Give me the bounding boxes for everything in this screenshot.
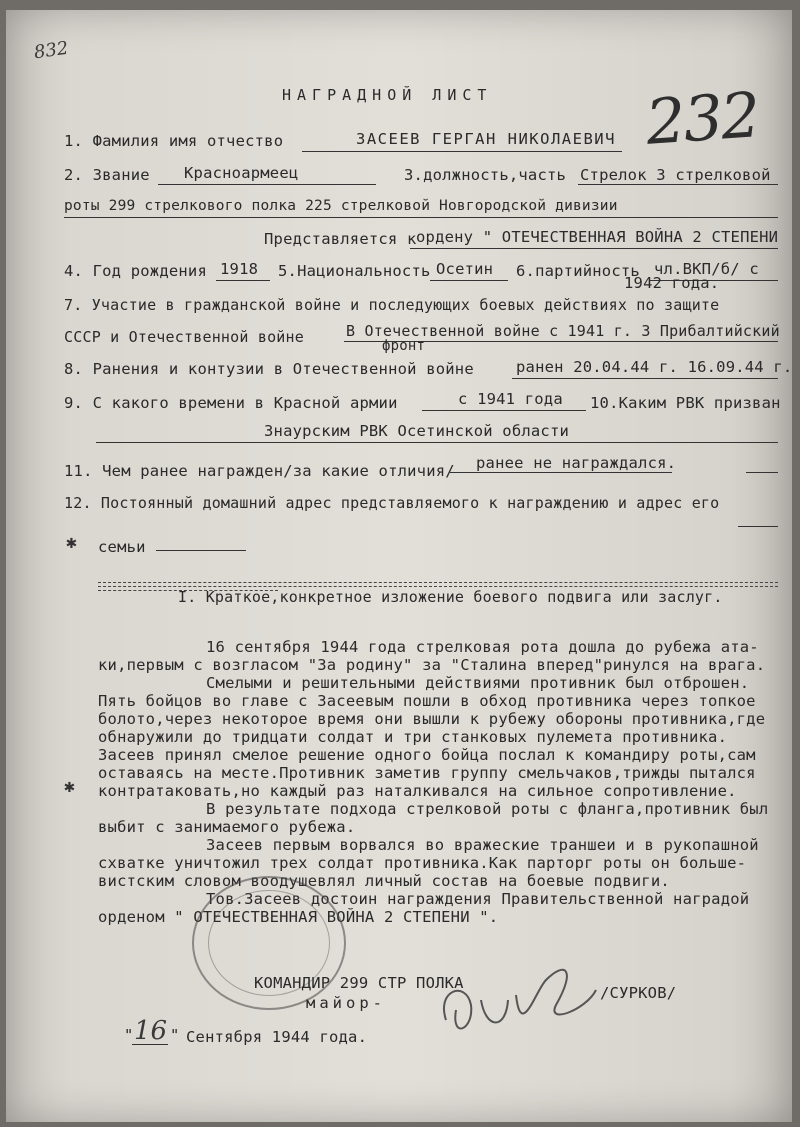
- corner-number: 832: [32, 37, 70, 64]
- signature-rank: майор-: [306, 994, 386, 1012]
- field-5-value: Осетин: [436, 260, 494, 278]
- field-3-label: 3.должность,часть: [404, 166, 567, 184]
- signature-name: /СУРКОВ/: [600, 984, 677, 1002]
- narrative-line: Засеев первым ворвался во вражеские траншеи и в рукопашной: [206, 836, 759, 854]
- field-2-value: Красноармеец: [184, 164, 299, 182]
- side-mark: ✱: [64, 776, 75, 797]
- field-2-label: 2. Звание: [64, 166, 150, 184]
- field-7-label-continued: СССР и Отечественной войне: [64, 328, 304, 346]
- field-4-label: 4. Год рождения: [64, 262, 207, 280]
- narrative-line: болото,через некоторое время они вышли к рубежу обороны противника,где: [98, 710, 766, 728]
- date-open-quote: ": [124, 1026, 134, 1044]
- field-10-underline: [96, 442, 778, 443]
- narrative-line: Пять бойцов во главе с Засеевым пошли в обход противника через топкое: [98, 692, 756, 710]
- field-4-value: 1918: [220, 260, 259, 278]
- field-8-underline: [512, 378, 778, 379]
- narrative-line: 16 сентября 1944 года стрелковая рота дошла до рубежа ата-: [206, 638, 759, 656]
- field-6-value-continued: 1942 года.: [624, 274, 720, 292]
- field-12-family-label: семьи: [98, 538, 146, 556]
- section-title: I. Краткое,конкретное изложение боевого подвига или заслуг.: [178, 588, 723, 606]
- field-3-continued: роты 299 стрелкового полка 225 стрелковой Новгородской дивизии: [64, 198, 618, 214]
- field-2-underline: [158, 184, 376, 185]
- field-9-value: с 1941 года: [458, 390, 563, 408]
- field-8-label: 8. Ранения и контузии в Отечественной войне: [64, 360, 474, 378]
- signature-position: КОМАНДИР 299 СТР ПОЛКА: [254, 974, 464, 992]
- narrative-line: орденом " ОТЕЧЕСТВЕННАЯ ВОЙНА 2 СТЕПЕНИ ".: [98, 908, 499, 926]
- date-day: 16: [134, 1016, 168, 1046]
- field-10-value: Знаурским РВК Осетинской области: [264, 422, 570, 440]
- field-11-underline: [450, 472, 672, 473]
- narrative-line: Тов.Засеев достоин награждения Правительственной наградой: [206, 890, 750, 908]
- field-9-underline: [422, 410, 586, 411]
- narrative-line: выбит с занимаемого рубежа.: [98, 818, 356, 836]
- field-7-value-continued: фронт: [382, 338, 426, 354]
- date-day-underline: [132, 1044, 168, 1045]
- narrative-line: ки,первым с возгласом "За родину" за "Сталина вперед"ринулся на врага.: [98, 656, 766, 674]
- field-1-underline: [302, 151, 622, 152]
- field-10-label: 10.Каким РВК призван: [590, 394, 781, 412]
- field-8-value: ранен 20.04.44 г. 16.09.44 г.: [516, 358, 792, 376]
- field-11-value: ранее не награждался.: [476, 454, 677, 472]
- field-1-value: ЗАСЕЕВ ГЕРГАН НИКОЛАЕВИЧ: [356, 130, 616, 148]
- narrative-line: вистским словом воодушевлял личный состав на боевые подвиги.: [98, 872, 670, 890]
- field-6-label: 6.партийность: [516, 262, 640, 280]
- field-4-underline: [216, 280, 270, 281]
- date-rest: Сентября 1944 года.: [186, 1028, 368, 1046]
- narrative-line: В результате подхода стрелковой роты с фланга,противник был: [206, 800, 769, 818]
- date-close-quote: ": [170, 1026, 180, 1044]
- signature-scribble: [426, 950, 606, 1050]
- field-12-family-underline: [156, 550, 246, 551]
- field-9-label: 9. С какого времени в Красной армии: [64, 394, 398, 412]
- field-6-value: чл.ВКП/б/ с: [654, 260, 759, 278]
- field-3-continued-underline: [64, 217, 778, 218]
- separator-1: [98, 582, 778, 583]
- separator-2: [98, 586, 778, 587]
- archive-number: 232: [643, 78, 761, 159]
- field-7-value: В Отечественной войне с 1941 г. 3 Прибалтийский: [346, 322, 780, 340]
- field-5-underline: [430, 280, 508, 281]
- award-sheet: [6, 10, 792, 1122]
- field-3-value: Стрелок 3 стрелковой: [580, 166, 771, 184]
- nomination-value: ордену " ОТЕЧЕСТВЕННАЯ ВОЙНА 2 СТЕПЕНИ: [416, 228, 779, 246]
- field-12-label: 12. Постоянный домашний адрес представляемого к награждению и адрес его: [64, 494, 720, 512]
- narrative-line: обнаружили до тридцати солдат и три станковых пулемета противника.: [98, 728, 728, 746]
- nomination-underline: [410, 248, 778, 249]
- narrative-line: контратаковать,но каждый раз наталкивался на сильное сопротивление.: [98, 782, 737, 800]
- nomination-label: Представляется к: [264, 230, 417, 248]
- field-11-underline-end: [746, 472, 778, 473]
- field-12-underline-end: [738, 526, 778, 527]
- document-title: НАГРАДНОЙ ЛИСТ: [282, 86, 493, 104]
- field-5-label: 5.Национальность: [278, 262, 431, 280]
- field-1-label: 1. Фамилия имя отчество: [64, 132, 284, 150]
- field-11-label: 11. Чем ранее награжден/за какие отличия/: [64, 462, 455, 480]
- bullet-mark: ✱: [66, 532, 77, 553]
- narrative-line: схватке уничтожил трех солдат противника.Как парторг роты он больше-: [98, 854, 747, 872]
- field-7-label: 7. Участие в гражданской войне и последующих боевых действиях по защите: [64, 296, 720, 314]
- narrative-line: оставаясь на месте.Противник заметив группу смельчаков,трижды пытался: [98, 764, 756, 782]
- narrative-line: Смелыми и решительными действиями противник был отброшен.: [206, 674, 750, 692]
- narrative-line: Засеев принял смелое решение одного бойца послал к командиру роты,сам: [98, 746, 756, 764]
- field-3-underline: [578, 184, 778, 185]
